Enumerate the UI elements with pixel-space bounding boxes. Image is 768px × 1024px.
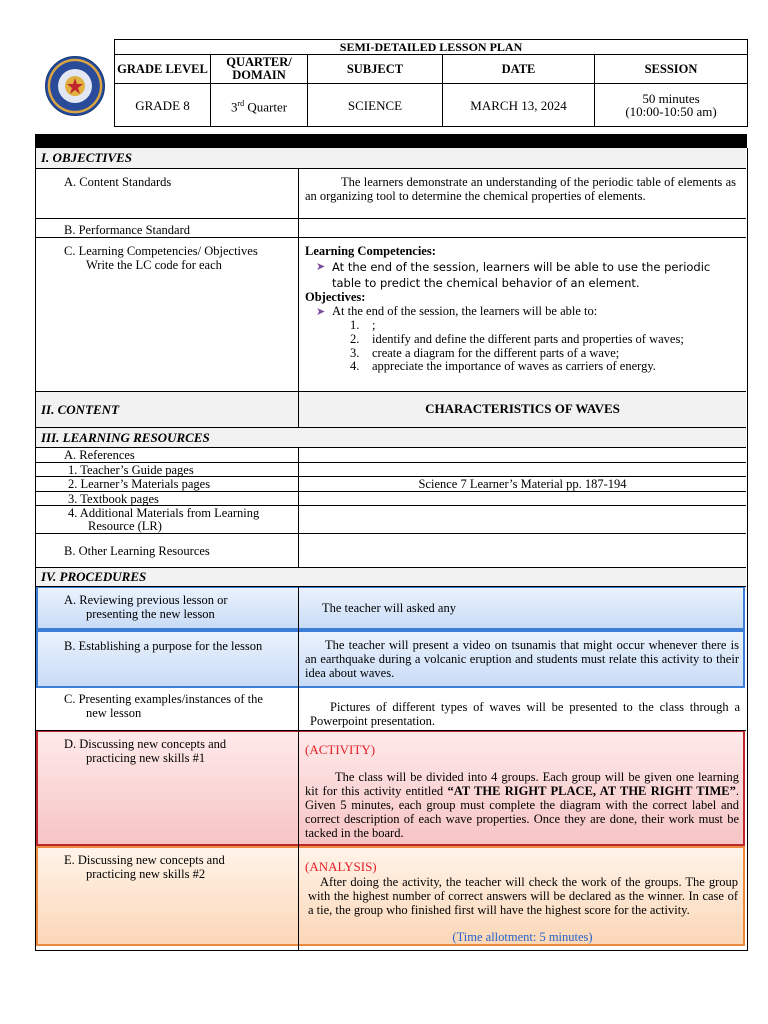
objective-num: 2. [350,332,360,346]
objective-text: identify and define the different parts and properties of waves; [372,332,684,346]
procedure-b-text: The teacher will present a video on tsunamis that might occur whenever there is an earthquake during a volcanic eruption and students must relate this activity to their idea about waves. [305,638,739,680]
header-grade-level: GRADE LEVEL [115,55,211,84]
procedure-e-label: E. Discussing new concepts and [64,853,225,867]
objective-num: 4. [350,359,360,373]
learners-materials-value: Science 7 Learner’s Material pp. 187-194 [418,477,627,491]
content-standards-text: The learners demonstrate an understanding of the periodic table of elements as an organizing tool to determine the chemical properties of elements. [305,175,736,203]
performance-standard-label: B. Performance Standard [64,223,191,237]
procedure-c-text: Pictures of different types of waves will be presented to the class through a Powerpoint presentation. [310,700,740,728]
section-divider-bar [35,134,747,148]
procedure-a-sublabel: presenting the new lesson [86,607,215,621]
subject-value: SCIENCE [308,84,443,127]
grade-value: GRADE 8 [115,84,211,127]
document-title: SEMI-DETAILED LESSON PLAN [115,40,748,55]
procedure-a-text: The teacher will asked any [322,601,456,615]
content-title: CHARACTERISTICS OF WAVES [425,401,620,416]
objective-text: ; [372,318,376,332]
resources-heading: III. LEARNING RESOURCES [41,430,210,445]
header-date: DATE [443,55,595,84]
objective-num: 3. [350,346,360,360]
activity-tag: (ACTIVITY) [305,742,376,757]
row-rule [36,218,746,219]
procedures-heading: IV. PROCEDURES [41,569,147,584]
procedure-a-label: A. Reviewing previous lesson or [64,593,228,607]
objectives-header-bg [36,148,746,168]
quarter-value: 3rd Quarter [211,84,308,127]
procedure-d-label: D. Discussing new concepts and [64,737,227,751]
row-rule [36,586,746,587]
lesson-plan-header-table [114,39,748,127]
column-divider [298,447,299,567]
learners-materials-label: 2. Learner’s Materials pages [68,477,211,491]
header-quarter-domain: QUARTER/ DOMAIN [211,55,308,84]
objective-text: create a diagram for the different parts of a wave; [372,346,620,360]
date-value: MARCH 13, 2024 [443,84,595,127]
column-divider [298,168,299,391]
additional-materials-label: 4. Additional Materials from Learning [68,506,260,520]
objectives-heading: I. OBJECTIVES [41,150,133,165]
content-standards-label: A. Content Standards [64,175,172,189]
other-resources-label: B. Other Learning Resources [64,544,210,558]
row-rule [36,168,746,169]
objective-num: 1. [350,318,360,332]
row-rule [36,447,746,448]
row-rule [36,391,746,392]
time-allotment: (Time allotment: 5 minutes) [452,930,593,944]
procedure-c-sublabel: new lesson [86,706,142,720]
arrow-bullet-icon: ➤ [316,306,326,318]
procedure-c-label: C. Presenting examples/instances of the [64,692,263,706]
objectives-intro: At the end of the session, the learners will be able to: [332,304,598,318]
teachers-guide-label: 1. Teacher’s Guide pages [68,463,194,477]
procedure-d-text: The class will be divided into 4 groups. Each group will be given one learning kit for this activity entitled “AT THE RIGHT PLACE, AT THE RIGHT TIME”. Given 5 minutes, each group must complete the diagram with the correct label and correct description of each wave properties. Once they are done, their work must be tacked in the board. [305,770,739,840]
header-session: SESSION [595,55,748,84]
references-label: A. References [64,448,135,462]
additional-materials-sublabel: Resource (LR) [88,519,162,533]
arrow-bullet-icon: ➤ [316,261,326,273]
lc-heading: Learning Competencies: [305,244,436,258]
deped-seal-logo [45,56,105,116]
procedure-d-sublabel: practicing new skills #1 [86,751,206,765]
row-rule [36,730,746,731]
analysis-tag: (ANALYSIS) [305,859,377,874]
procedure-e-sublabel: practicing new skills #2 [86,867,206,881]
competencies-sublabel: Write the LC code for each [86,258,222,272]
objective-text: appreciate the importance of waves as carriers of energy. [372,359,656,373]
competencies-label: C. Learning Competencies/ Objectives [64,244,258,258]
lc-text: At the end of the session, learners will be able to use the periodic table to predict the chemical behavior of an element. [332,260,711,290]
row-rule [36,567,746,568]
column-divider [298,586,299,950]
seal-emblem-icon [46,57,104,115]
row-rule [36,427,746,428]
row-rule [36,533,746,534]
row-rule [36,237,746,238]
objectives-subheading: Objectives: [305,290,366,304]
header-subject: SUBJECT [308,55,443,84]
procedure-e-text: After doing the activity, the teacher will check the work of the groups. The group with the highest number of correct answers will be declared as the winner. In case of a tie, the group who finished first will have the highest score for the activity. [308,875,738,917]
procedure-b-label: B. Establishing a purpose for the lesson [64,639,263,653]
content-heading: II. CONTENT [41,402,120,417]
session-value: 50 minutes (10:00-10:50 am) [595,84,748,127]
textbook-label: 3. Textbook pages [68,492,159,506]
